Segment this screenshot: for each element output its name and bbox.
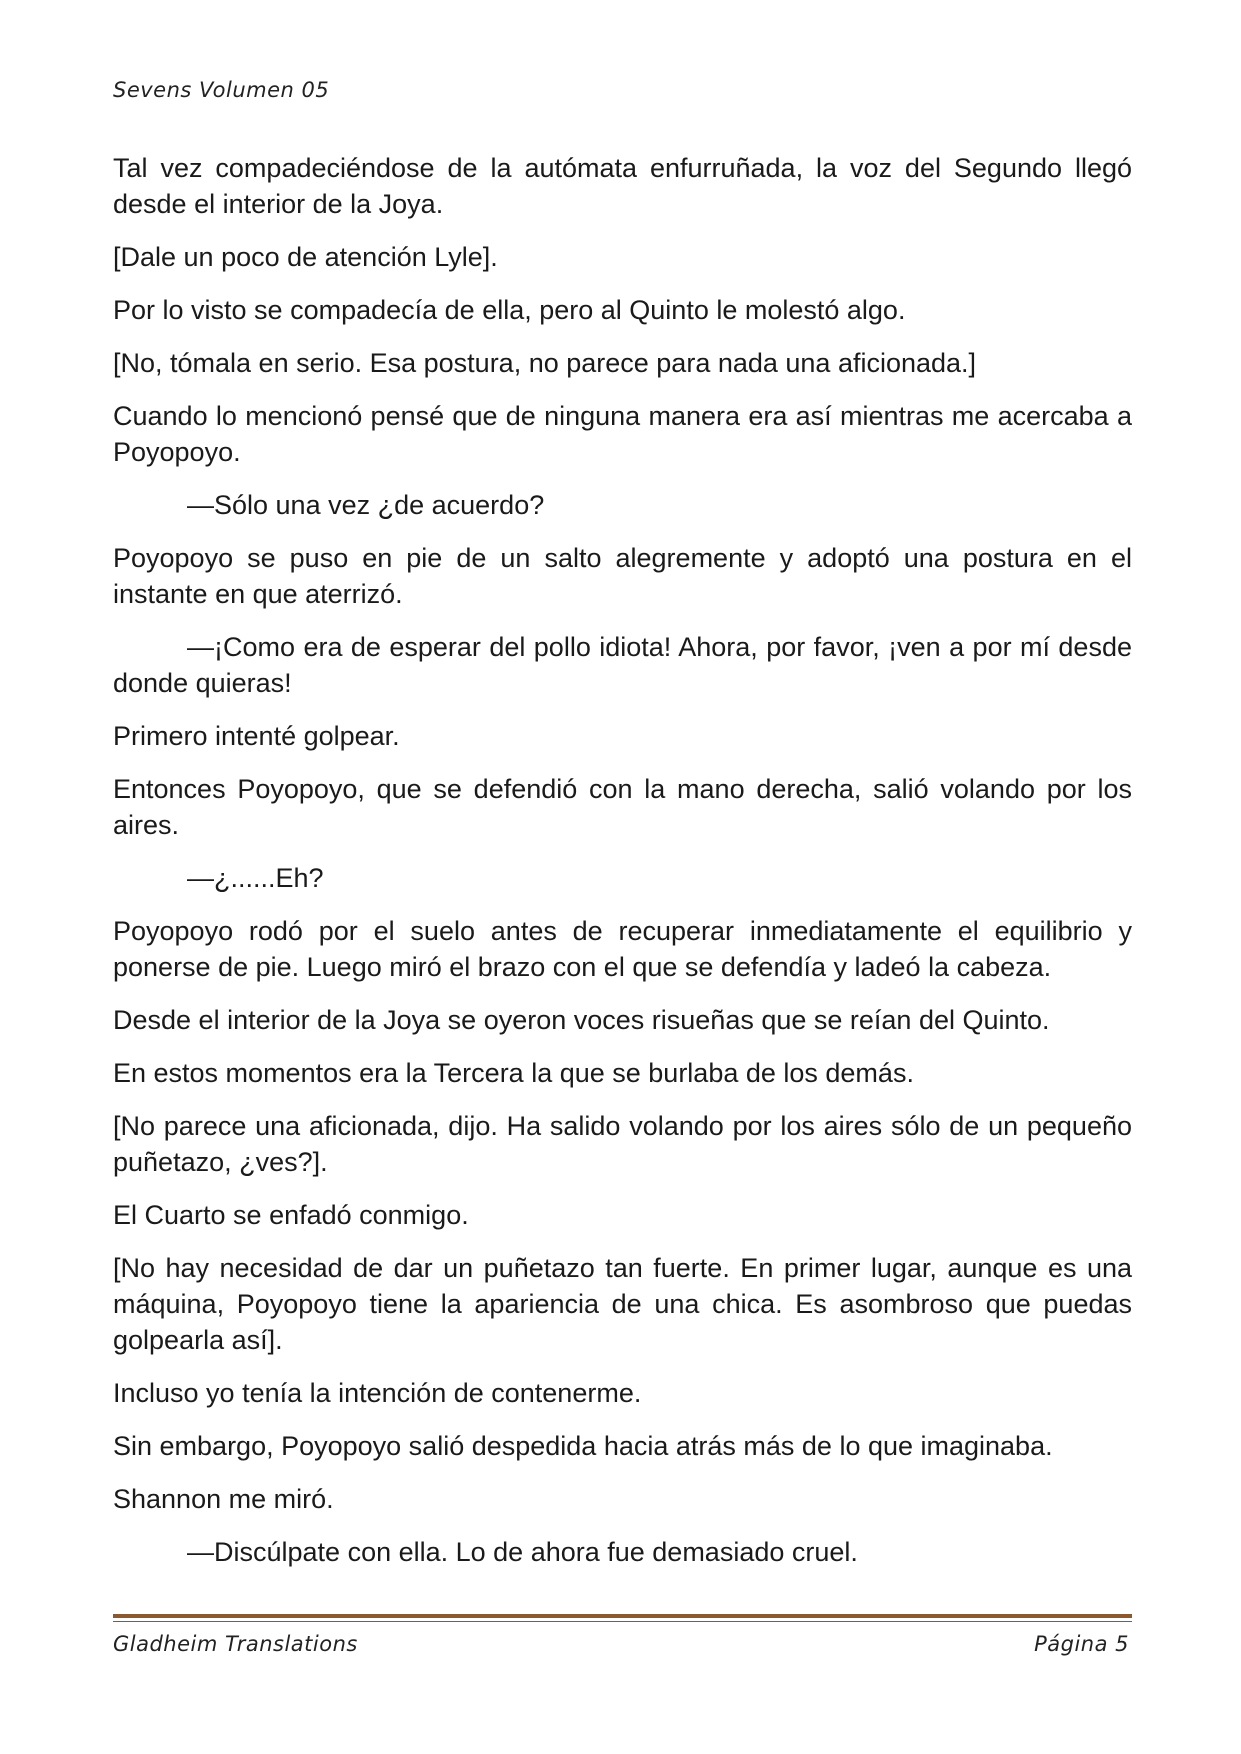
footer-divider-thin bbox=[113, 1621, 1132, 1622]
paragraph: Por lo visto se compadecía de ella, pero al Quinto le molestó algo. bbox=[113, 295, 906, 325]
paragraph: Primero intenté golpear. bbox=[113, 721, 400, 751]
footer-divider bbox=[113, 1614, 1132, 1618]
dialogue-line: —Sólo una vez ¿de acuerdo? bbox=[187, 490, 545, 520]
paragraph: Sin embargo, Poyopoyo salió despedida hacia atrás más de lo que imaginaba. bbox=[113, 1431, 1053, 1461]
paragraph: Cuando lo mencionó pensé que de ninguna manera era así mientras me acercaba a Poyopoyo. bbox=[113, 401, 1132, 467]
paragraph: [No hay necesidad de dar un puñetazo tan fuerte. En primer lugar, aunque es una máquina, Poyopoyo tiene la apariencia de una chica. Es asombroso que puedas golpearla así]. bbox=[113, 1253, 1132, 1355]
paragraph: [No parece una aficionada, dijo. Ha salido volando por los aires sólo de un pequeño puñetazo, ¿ves?]. bbox=[113, 1111, 1132, 1177]
paragraph: Poyopoyo se puso en pie de un salto alegremente y adoptó una postura en el instante en que aterrizó. bbox=[113, 543, 1132, 609]
page-number: Página 5 bbox=[1034, 1632, 1129, 1656]
paragraph: Desde el interior de la Joya se oyeron voces risueñas que se reían del Quinto. bbox=[113, 1005, 1050, 1035]
paragraph: [No, tómala en serio. Esa postura, no parece para nada una aficionada.] bbox=[113, 348, 977, 378]
paragraph: Incluso yo tenía la intención de contenerme. bbox=[113, 1378, 642, 1408]
dialogue-line: —Discúlpate con ella. Lo de ahora fue demasiado cruel. bbox=[187, 1537, 858, 1567]
paragraph: [Dale un poco de atención Lyle]. bbox=[113, 242, 498, 272]
paragraph: Entonces Poyopoyo, que se defendió con la mano derecha, salió volando por los aires. bbox=[113, 774, 1132, 840]
paragraph: Tal vez compadeciéndose de la autómata enfurruñada, la voz del Segundo llegó desde el interior de la Joya. bbox=[113, 153, 1132, 219]
dialogue-line: —¡Como era de esperar del pollo idiota! Ahora, por favor, ¡ven a por mí desde donde quieras! bbox=[113, 632, 1132, 698]
paragraph: El Cuarto se enfadó conmigo. bbox=[113, 1200, 469, 1230]
paragraph: En estos momentos era la Tercera la que se burlaba de los demás. bbox=[113, 1058, 914, 1088]
paragraph: Poyopoyo rodó por el suelo antes de recuperar inmediatamente el equilibrio y ponerse de pie. Luego miró el brazo con el que se defendía y ladeó la cabeza. bbox=[113, 916, 1132, 982]
footer-publisher: Gladheim Translations bbox=[113, 1632, 358, 1656]
page-header-title: Sevens Volumen 05 bbox=[113, 78, 330, 102]
dialogue-line: —¿......Eh? bbox=[187, 863, 324, 893]
page-body bbox=[113, 150, 1132, 1587]
paragraph: Shannon me miró. bbox=[113, 1484, 334, 1514]
